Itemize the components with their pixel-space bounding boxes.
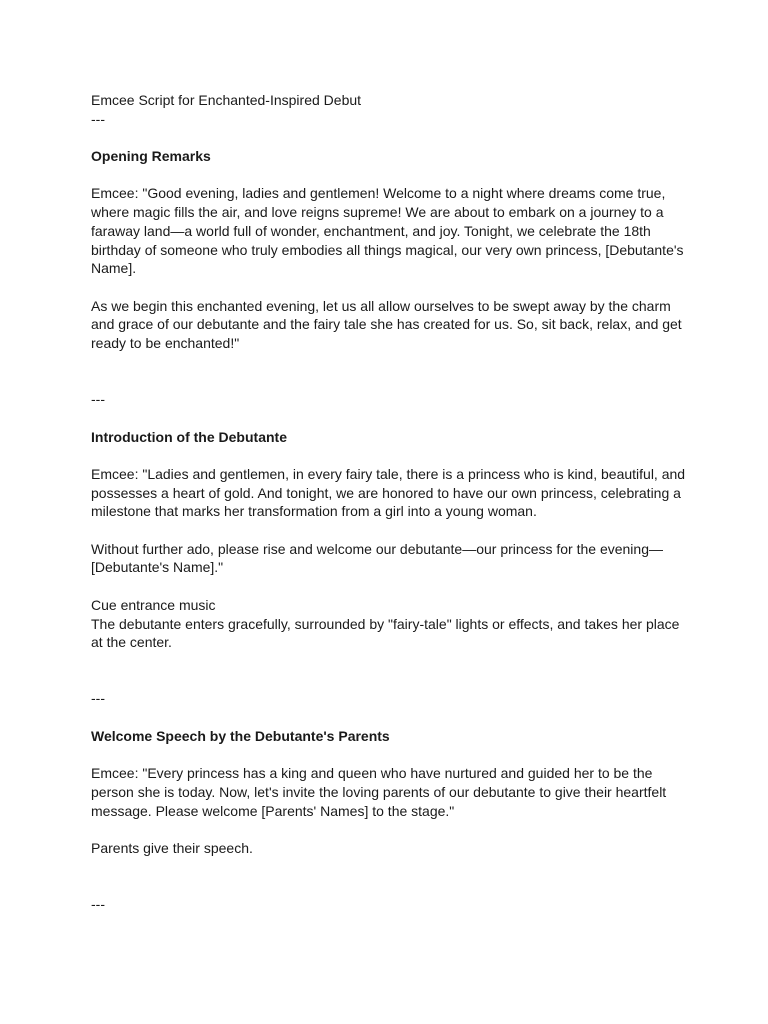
- separator: ---: [91, 110, 105, 127]
- text-line: Without further ado, please rise and welcome our debutante—our princess for the evening—: [91, 540, 663, 557]
- paragraph: [91, 184, 691, 278]
- document-title: Emcee Script for Enchanted-Inspired Debut: [91, 92, 362, 108]
- separator: ---: [91, 690, 105, 707]
- text-line: message. Please welcome [Parents' Names] to the stage.": [91, 802, 455, 819]
- text-line: faraway land—a world full of wonder, enchantment, and joy. Tonight, we celebrate the 18th: [91, 222, 651, 239]
- paragraph: [91, 465, 691, 521]
- text-line: possesses a heart of gold. And tonight, we are honored to have our own princess, celebrating a: [91, 484, 681, 501]
- text-line: at the center.: [91, 634, 172, 651]
- paragraph: [91, 764, 691, 820]
- text-line: ready to be enchanted!": [91, 335, 240, 352]
- separator: ---: [91, 391, 105, 408]
- text-line: Emcee: "Ladies and gentlemen, in every fairy tale, there is a princess who is kind, beautiful, and: [91, 465, 686, 482]
- text-line: As we begin this enchanted evening, let us all allow ourselves to be swept away by the charm: [91, 297, 671, 314]
- separator: ---: [91, 896, 105, 913]
- text-line: Name].: [91, 260, 137, 277]
- paragraph: [91, 596, 691, 652]
- paragraph: [91, 540, 691, 577]
- document-page: [91, 91, 691, 914]
- section-heading-introduction: Introduction of the Debutante: [91, 428, 287, 445]
- paragraph: [91, 839, 691, 858]
- text-line: and grace of our debutante and the fairy tale she has created for us. So, sit back, relax, and get: [91, 316, 682, 333]
- section-heading-welcome-speech: Welcome Speech by the Debutante's Parents: [91, 727, 390, 744]
- text-line: milestone that marks her transformation from a girl into a young woman.: [91, 503, 537, 520]
- text-line: Emcee: "Every princess has a king and queen who have nurtured and guided her to be the: [91, 765, 653, 782]
- text-line: person she is today. Now, let's invite the loving parents of our debutante to give their heartfelt: [91, 783, 667, 800]
- text-line: [Debutante's Name].": [91, 559, 224, 576]
- text-line: Emcee: "Good evening, ladies and gentlemen! Welcome to a night where dreams come true,: [91, 185, 666, 202]
- text-line: Cue entrance music: [91, 596, 216, 613]
- text-line: The debutante enters gracefully, surrounded by "fairy-tale" lights or effects, and takes her place: [91, 615, 680, 632]
- paragraph: [91, 297, 691, 353]
- text-line: birthday of someone who truly embodies all things magical, our very own princess, [Debutante's: [91, 241, 684, 258]
- text-line: Parents give their speech.: [91, 839, 253, 856]
- section-heading-opening-remarks: Opening Remarks: [91, 148, 211, 165]
- text-line: where magic fills the air, and love reigns supreme! We are about to embark on a journey to a: [91, 204, 664, 221]
